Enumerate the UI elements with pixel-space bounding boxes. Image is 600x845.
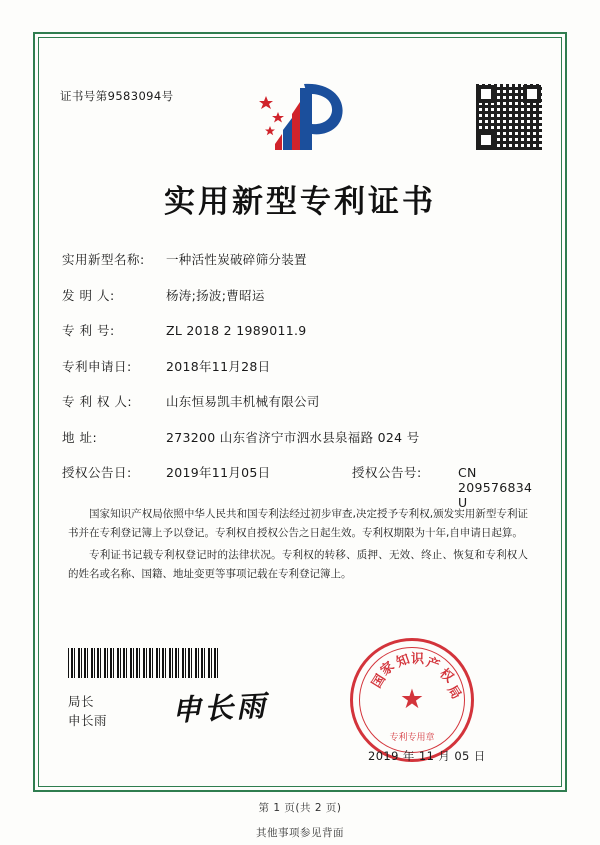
field-value-grant-number: CN 209576834 U	[458, 465, 533, 510]
field-label: 发 明 人:	[62, 287, 115, 303]
patent-office-logo-icon	[252, 78, 348, 160]
seal-date: 2019 年 11 月 05 日	[368, 749, 486, 763]
signoff-title: 局长	[68, 694, 95, 709]
barcode	[68, 648, 220, 678]
field-label-grant-number: 授权公告号:	[352, 465, 422, 480]
field-value: 杨涛;扬波;曹昭运	[166, 287, 265, 303]
seal-star-icon: ★	[399, 683, 425, 715]
field-value: 2018年11月28日	[166, 358, 271, 374]
legal-text-block	[68, 505, 528, 587]
seal-char: 产	[424, 655, 442, 674]
field-label: 实用新型名称:	[62, 252, 145, 267]
field-value: 山东恒易凯丰机械有限公司	[166, 394, 320, 409]
field-label: 专利申请日:	[62, 358, 132, 374]
seal-char: 局	[444, 683, 464, 703]
field-value: ZL 2018 2 1989011.9	[166, 323, 307, 338]
official-seal	[350, 638, 474, 762]
page-title: 实用新型专利证书	[164, 184, 436, 220]
certificate-number: 证书号第9583094号	[60, 89, 174, 103]
qr-finder-bottom-left	[477, 131, 495, 149]
corner-ornament-top-left	[33, 32, 47, 46]
field-list	[62, 250, 532, 528]
seal-bottom-text: 专利专用章	[389, 733, 435, 743]
handwritten-signature: 申长雨	[171, 688, 269, 728]
field-value-grant-date: 2019年11月05日	[166, 465, 271, 480]
seal-char: 识	[411, 652, 425, 667]
seal-char: 知	[394, 652, 412, 671]
qr-code-icon	[476, 84, 542, 150]
field-label-grant-date: 授权公告日:	[62, 465, 132, 480]
seal-char: 国	[369, 672, 390, 692]
seal-char: 权	[436, 666, 457, 686]
page-number: 第 1 页(共 2 页)	[258, 802, 342, 814]
field-label: 地 址:	[62, 429, 98, 445]
legal-paragraph-1: 国家知识产权局依照中华人民共和国专利法经过初步审查,决定授予专利权,颁发实用新型专利证书并在专利登记簿上予以登记。专利权自授权公告之日起生效。专利权期限为十年,自申请日起算。	[68, 508, 528, 540]
field-row-patent-number	[62, 321, 532, 339]
field-label: 专 利 权 人:	[62, 394, 133, 409]
seal-char: 家	[377, 659, 398, 679]
field-row-patentee	[62, 392, 532, 410]
field-row-application-date	[62, 357, 532, 375]
corner-ornament-bottom-right	[553, 778, 567, 792]
field-row-inventors	[62, 286, 532, 304]
field-value: 273200 山东省济宁市泗水县泉福路 024 号	[166, 429, 420, 445]
corner-ornament-bottom-left	[33, 778, 47, 792]
legal-paragraph-2: 专利证书记载专利权登记时的法律状况。专利权的转移、质押、无效、终止、恢复和专利权人的姓名或名称、国籍、地址变更等事项记载在专利登记簿上。	[68, 548, 528, 581]
footer-note: 其他事项参见背面	[256, 827, 344, 839]
corner-ornament-top-right	[553, 32, 567, 46]
field-row-utility-model-name	[62, 250, 532, 268]
signoff-block	[68, 692, 107, 731]
field-row-grant-announcement	[62, 463, 532, 510]
field-value: 一种活性炭破碎筛分装置	[166, 252, 307, 267]
field-label: 专 利 号:	[62, 323, 115, 338]
field-row-address	[62, 428, 532, 446]
signoff-name: 申长雨	[68, 713, 108, 729]
